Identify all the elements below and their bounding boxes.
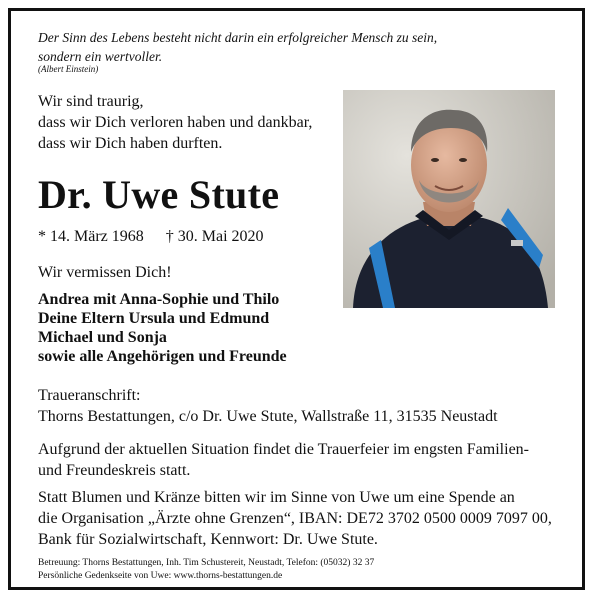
family-line: Andrea mit Anna-Sophie und Thilo xyxy=(38,291,280,308)
footer-info xyxy=(38,557,374,583)
footer-line: Persönliche Gedenkseite von Uwe: www.thorns-bestattungen.de xyxy=(38,571,283,581)
donation-line: Statt Blumen und Kränze bitten wir im Sinne von Uwe um eine Spende an xyxy=(38,489,515,506)
intro-line: dass wir Dich verloren haben und dankbar, xyxy=(38,114,313,131)
intro-line: dass wir Dich haben durften. xyxy=(38,135,223,152)
intro-line: Wir sind traurig, xyxy=(38,93,144,110)
portrait-photo xyxy=(343,90,555,308)
family-line: Michael und Sonja xyxy=(38,329,167,346)
family-line: sowie alle Angehörigen und Freunde xyxy=(38,348,287,365)
birth-date: * 14. März 1968 xyxy=(38,228,144,245)
intro-text xyxy=(38,91,312,154)
miss-text: Wir vermissen Dich! xyxy=(38,264,172,281)
situation-line: Aufgrund der aktuellen Situation findet die Trauerfeier im engsten Familien- xyxy=(38,441,529,458)
quote-text xyxy=(38,28,508,66)
donation-notice xyxy=(38,487,563,550)
quote-line: Der Sinn des Lebens besteht nicht darin ein erfolgreicher Mensch zu sein, xyxy=(38,30,438,45)
family-list xyxy=(38,290,287,366)
family-line: Deine Eltern Ursula und Edmund xyxy=(38,310,270,327)
death-date: † 30. Mai 2020 xyxy=(165,228,264,245)
donation-line: Bank für Sozialwirtschaft, Kennwort: Dr. Uwe Stute. xyxy=(38,531,378,548)
footer-line: Betreuung: Thorns Bestattungen, Inh. Tim Schustereit, Neustadt, Telefon: (05032) 32 37 xyxy=(38,558,375,568)
portrait-illustration xyxy=(343,90,555,308)
address-text: Thorns Bestattungen, c/o Dr. Uwe Stute, Wallstraße 11, 31535 Neustadt xyxy=(38,408,498,425)
situation-line: und Freundeskreis statt. xyxy=(38,462,191,479)
donation-line: die Organisation „Ärzte ohne Grenzen“, IBAN: DE72 3702 0500 0009 7097 00, xyxy=(38,510,552,527)
situation-notice xyxy=(38,439,563,481)
mourning-address xyxy=(38,385,498,427)
life-dates xyxy=(38,228,282,246)
address-label: Traueranschrift: xyxy=(38,387,141,404)
deceased-name: Dr. Uwe Stute xyxy=(38,172,280,217)
quote-line: sondern ein wertvoller. xyxy=(38,49,163,64)
quote-author: (Albert Einstein) xyxy=(38,64,99,74)
